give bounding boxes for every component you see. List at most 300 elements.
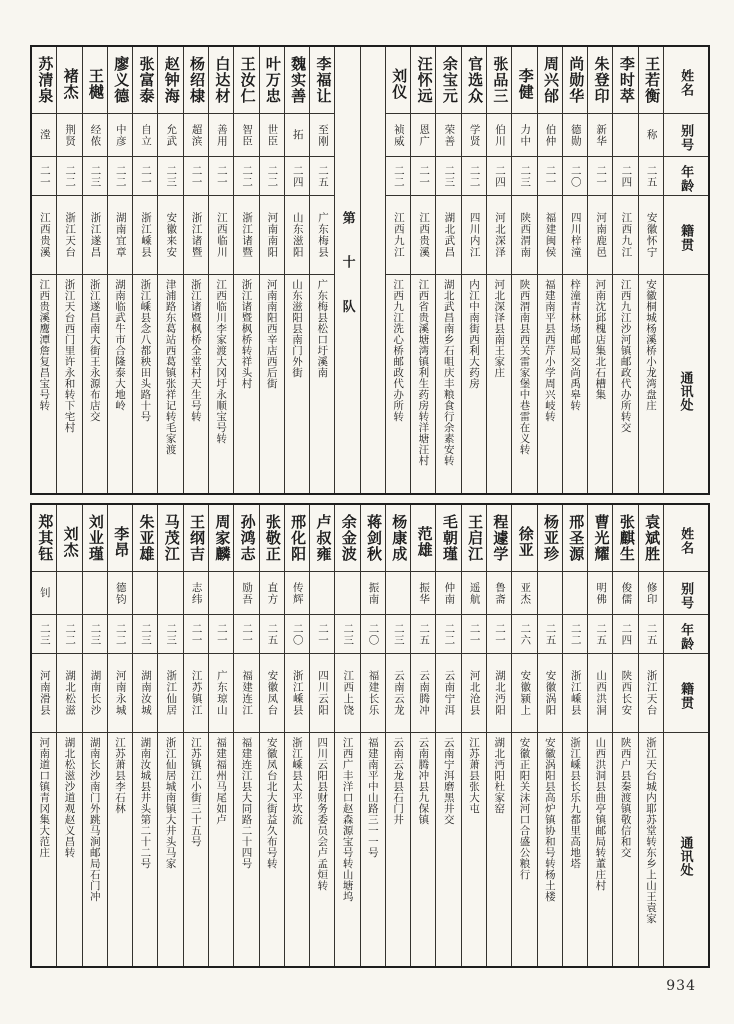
person-native-cell bbox=[613, 196, 637, 275]
person-address-cell bbox=[436, 733, 460, 966]
person-address: 江苏萧县张大屯 bbox=[467, 737, 480, 814]
person-age: 二二 bbox=[114, 164, 127, 188]
person-name-cell bbox=[32, 47, 56, 114]
person-name-cell bbox=[133, 47, 157, 114]
person-address: 云南云龙县石门井 bbox=[392, 737, 405, 825]
person-age: 二二 bbox=[241, 164, 254, 188]
person-column bbox=[32, 505, 56, 966]
person-name: 王若衡 bbox=[643, 56, 661, 104]
person-alias-cell bbox=[487, 572, 511, 615]
upper-roster-table bbox=[30, 45, 710, 495]
person-alias-cell bbox=[108, 572, 132, 615]
person-native-cell bbox=[260, 196, 284, 275]
person-address: 江苏萧县李石林 bbox=[114, 737, 127, 814]
blank-column bbox=[360, 47, 385, 493]
person-alias: 至刚 bbox=[316, 123, 329, 147]
person-native-cell bbox=[133, 196, 157, 275]
person-column bbox=[612, 47, 637, 493]
person-address-cell bbox=[57, 275, 81, 493]
person-age-cell bbox=[209, 157, 233, 196]
person-name: 朱亚雄 bbox=[137, 514, 155, 562]
person-native-cell bbox=[386, 196, 410, 275]
person-address-cell bbox=[83, 275, 107, 493]
person-alias-cell bbox=[563, 572, 587, 615]
person-column bbox=[511, 47, 536, 493]
person-alias-cell bbox=[613, 572, 637, 615]
person-age: 二二 bbox=[114, 622, 127, 646]
person-name: 卢叔雍 bbox=[314, 514, 332, 562]
person-name-cell bbox=[639, 505, 663, 572]
person-address-cell bbox=[83, 733, 107, 966]
person-name: 王汝仁 bbox=[238, 56, 256, 104]
person-age-cell bbox=[538, 157, 562, 196]
person-alias: 新华 bbox=[595, 123, 608, 147]
person-age-cell bbox=[462, 157, 486, 196]
person-name: 刘仪 bbox=[390, 68, 408, 101]
person-column bbox=[56, 47, 81, 493]
person-alias: 志纬 bbox=[190, 581, 203, 605]
person-native-place: 河南永城 bbox=[114, 670, 127, 716]
person-alias-cell bbox=[462, 572, 486, 615]
person-column bbox=[183, 47, 208, 493]
person-alias: 允武 bbox=[165, 123, 178, 147]
person-name-cell bbox=[386, 505, 410, 572]
header-native-label: 籍贯 bbox=[679, 681, 695, 710]
person-name-cell bbox=[260, 47, 284, 114]
person-alias-cell bbox=[32, 572, 56, 615]
person-column bbox=[587, 505, 612, 966]
person-address-cell bbox=[386, 733, 410, 966]
person-address-cell bbox=[512, 733, 536, 966]
person-alias-cell bbox=[538, 572, 562, 615]
person-column bbox=[284, 505, 309, 966]
person-name-cell bbox=[184, 47, 208, 114]
person-alias-cell bbox=[588, 572, 612, 615]
person-address-cell bbox=[32, 733, 56, 966]
person-alias-cell bbox=[32, 114, 56, 157]
person-age: 二五 bbox=[266, 622, 279, 646]
person-name-cell bbox=[487, 505, 511, 572]
person-column bbox=[233, 47, 258, 493]
person-native-cell bbox=[588, 196, 612, 275]
person-name: 王纲吉 bbox=[188, 514, 206, 562]
person-name: 李昂 bbox=[112, 526, 130, 559]
person-column bbox=[385, 47, 410, 493]
person-alias-cell bbox=[436, 114, 460, 157]
person-name-cell bbox=[386, 47, 410, 114]
person-alias-cell bbox=[158, 114, 182, 157]
person-name: 蒋剑秋 bbox=[365, 514, 383, 562]
person-address: 安徽凤台北大街益久布号转 bbox=[265, 737, 278, 869]
person-address-cell bbox=[310, 733, 334, 966]
person-age: 二一 bbox=[215, 622, 228, 646]
person-address: 广东梅县松口圩溪南 bbox=[316, 279, 329, 378]
person-age: 二一 bbox=[418, 164, 431, 188]
person-column bbox=[410, 505, 435, 966]
person-column bbox=[638, 47, 663, 493]
person-address: 福建南平中山路三一一号 bbox=[366, 737, 379, 858]
person-address-cell bbox=[209, 733, 233, 966]
person-native-cell bbox=[32, 654, 56, 733]
person-age-cell bbox=[639, 157, 663, 196]
person-alias: 智臣 bbox=[241, 123, 254, 147]
person-age: 二一 bbox=[241, 622, 254, 646]
person-native-place: 福建连江 bbox=[241, 670, 254, 716]
person-name-cell bbox=[32, 505, 56, 572]
person-alias-cell bbox=[386, 572, 410, 615]
person-alias-cell bbox=[260, 114, 284, 157]
person-age: 二五 bbox=[595, 622, 608, 646]
page-number: 934 bbox=[666, 978, 696, 994]
person-alias-cell bbox=[538, 114, 562, 157]
person-address: 湖北松滋沙道观赵义昌转 bbox=[63, 737, 76, 858]
person-native-place: 安徽涡阳 bbox=[544, 670, 557, 716]
person-name: 王启江 bbox=[466, 514, 484, 562]
person-age: 二五 bbox=[645, 622, 658, 646]
person-alias: 仲南 bbox=[443, 581, 456, 605]
person-native-cell bbox=[234, 654, 258, 733]
person-alias-cell bbox=[133, 114, 157, 157]
person-native-cell bbox=[57, 196, 81, 275]
person-age-cell bbox=[260, 615, 284, 654]
person-age: 二一 bbox=[190, 164, 203, 188]
person-column bbox=[284, 47, 309, 493]
person-alias-cell bbox=[184, 572, 208, 615]
person-age: 二四 bbox=[291, 164, 304, 188]
header-alias-cell bbox=[664, 114, 708, 157]
person-age-cell bbox=[83, 615, 107, 654]
person-address-cell bbox=[209, 275, 233, 493]
person-age-cell bbox=[386, 157, 410, 196]
person-address-cell bbox=[386, 275, 410, 493]
person-age-cell bbox=[563, 157, 587, 196]
squad-divider-column bbox=[334, 47, 359, 493]
person-column bbox=[208, 47, 233, 493]
person-name: 袁斌胜 bbox=[643, 514, 661, 562]
person-alias-cell bbox=[57, 114, 81, 157]
person-address-cell bbox=[613, 733, 637, 966]
person-name-cell bbox=[108, 47, 132, 114]
person-address: 河北深泽县南王家庄 bbox=[493, 279, 506, 378]
person-age-cell bbox=[158, 157, 182, 196]
person-name-cell bbox=[133, 505, 157, 572]
person-native-place: 安徽凤台 bbox=[266, 670, 279, 716]
person-native-cell bbox=[462, 654, 486, 733]
person-address: 江西省贵溪塘湾镇利生药房转洋塘汪村 bbox=[417, 279, 430, 466]
person-name: 白达材 bbox=[213, 56, 231, 104]
header-native-cell bbox=[664, 654, 708, 733]
person-native-cell bbox=[184, 196, 208, 275]
person-address: 湖南临武牛市合隆泰大地岭 bbox=[114, 279, 127, 411]
person-native-place: 湖南长沙 bbox=[89, 670, 102, 716]
person-native-cell bbox=[487, 196, 511, 275]
person-name: 朱登印 bbox=[592, 56, 610, 104]
person-age: 二五 bbox=[316, 164, 329, 188]
person-name: 杨康成 bbox=[390, 514, 408, 562]
person-address-cell bbox=[285, 275, 309, 493]
person-alias-cell bbox=[411, 114, 435, 157]
person-age-cell bbox=[133, 157, 157, 196]
person-address: 湖北武昌南乡石咀庆丰粮食行余素安转 bbox=[442, 279, 455, 466]
person-native-place: 云南腾冲 bbox=[418, 670, 431, 716]
person-name: 孙鸿志 bbox=[238, 514, 256, 562]
person-name: 杨绍棣 bbox=[188, 56, 206, 104]
person-alias-cell bbox=[234, 114, 258, 157]
header-age-cell bbox=[664, 615, 708, 654]
person-age-cell bbox=[234, 157, 258, 196]
person-address-cell bbox=[310, 275, 334, 493]
person-address-cell bbox=[512, 275, 536, 493]
person-address: 安徽桐城杨溪桥小龙湾盘庄 bbox=[644, 279, 657, 411]
person-alias-cell bbox=[108, 114, 132, 157]
person-address-cell bbox=[361, 733, 385, 966]
person-alias: 振南 bbox=[367, 581, 380, 605]
person-native-cell bbox=[639, 196, 663, 275]
person-name-cell bbox=[487, 47, 511, 114]
person-alias-cell bbox=[285, 572, 309, 615]
person-native-place: 浙江嵊县 bbox=[291, 670, 304, 716]
person-age: 二五 bbox=[645, 164, 658, 188]
person-address: 云南腾冲县九保镇 bbox=[417, 737, 430, 825]
person-address: 陕西户县秦渡镇敬信和交 bbox=[619, 737, 632, 858]
person-age: 二二 bbox=[64, 164, 77, 188]
person-native-place: 河北沧县 bbox=[468, 670, 481, 716]
header-address-cell bbox=[664, 275, 708, 493]
person-age-cell bbox=[285, 157, 309, 196]
person-address: 津浦路东葛站西葛镇张祥记转毛家渡 bbox=[164, 279, 177, 455]
person-address-cell bbox=[260, 275, 284, 493]
person-alias-cell bbox=[158, 572, 182, 615]
person-age-cell bbox=[310, 615, 334, 654]
person-age-cell bbox=[108, 157, 132, 196]
person-native-place: 浙江嵊县 bbox=[569, 670, 582, 716]
person-address: 浙江嵊县念八都秧田头路十号 bbox=[139, 279, 152, 422]
person-name: 尚勋华 bbox=[567, 56, 585, 104]
person-address-cell bbox=[133, 733, 157, 966]
person-name-cell bbox=[361, 505, 385, 572]
person-address: 云南宁洱磨黑井交 bbox=[442, 737, 455, 825]
person-age-cell bbox=[411, 615, 435, 654]
person-native-cell bbox=[411, 654, 435, 733]
person-name: 张品三 bbox=[491, 56, 509, 104]
person-age: 二一 bbox=[316, 622, 329, 646]
person-name-cell bbox=[588, 47, 612, 114]
person-column bbox=[259, 505, 284, 966]
person-address-cell bbox=[411, 733, 435, 966]
person-native-cell bbox=[639, 654, 663, 733]
person-age-cell bbox=[462, 615, 486, 654]
person-age: 二二 bbox=[64, 622, 77, 646]
person-alias: 振华 bbox=[418, 581, 431, 605]
person-native-place: 江西九江 bbox=[392, 212, 405, 258]
person-age: 二一 bbox=[468, 622, 481, 646]
person-age: 二二 bbox=[266, 164, 279, 188]
person-address: 河南道口镇青冈集大范庄 bbox=[38, 737, 51, 858]
person-alias: 修印 bbox=[645, 581, 658, 605]
person-native-place: 湖北武昌 bbox=[443, 212, 456, 258]
person-native-place: 浙江天台 bbox=[64, 212, 77, 258]
person-name-cell bbox=[108, 505, 132, 572]
person-name-cell bbox=[538, 47, 562, 114]
person-native-cell bbox=[563, 196, 587, 275]
person-native-cell bbox=[83, 654, 107, 733]
person-alias: 明佛 bbox=[595, 581, 608, 605]
person-age-cell bbox=[487, 157, 511, 196]
person-address: 浙江诸暨枫桥转祥头村 bbox=[240, 279, 253, 389]
person-native-place: 四川内江 bbox=[468, 212, 481, 258]
person-alias: 荣善 bbox=[443, 123, 456, 147]
person-alias: 传辉 bbox=[291, 581, 304, 605]
header-column bbox=[663, 47, 708, 493]
person-name-cell bbox=[158, 505, 182, 572]
person-address-cell bbox=[184, 733, 208, 966]
person-column bbox=[587, 47, 612, 493]
person-address: 湖南长沙南门外跳马涧邮局石门冲 bbox=[88, 737, 101, 902]
person-address-cell bbox=[613, 275, 637, 493]
person-address-cell bbox=[639, 733, 663, 966]
person-native-place: 河南滑县 bbox=[38, 670, 51, 716]
person-age-cell bbox=[108, 615, 132, 654]
header-age-label: 年龄 bbox=[679, 622, 695, 651]
person-native-cell bbox=[588, 654, 612, 733]
person-alias: 祯威 bbox=[392, 123, 405, 147]
person-column bbox=[32, 47, 56, 493]
person-name: 邢圣源 bbox=[567, 514, 585, 562]
header-age-label: 年龄 bbox=[679, 164, 695, 193]
person-address: 安徽涡阳县高炉镇协和号转杨土楼 bbox=[543, 737, 556, 902]
person-column bbox=[82, 47, 107, 493]
person-address-cell bbox=[487, 733, 511, 966]
person-address: 江西九江沙河镇邮政代办所转交 bbox=[619, 279, 632, 433]
person-column bbox=[511, 505, 536, 966]
person-age-cell bbox=[234, 615, 258, 654]
person-age: 二三 bbox=[165, 164, 178, 188]
person-address-cell bbox=[411, 275, 435, 493]
person-column bbox=[562, 505, 587, 966]
person-native-cell bbox=[108, 196, 132, 275]
person-age: 二一 bbox=[190, 622, 203, 646]
person-address: 山东滋阳县南门外街 bbox=[291, 279, 303, 378]
person-alias: 经侬 bbox=[89, 123, 102, 147]
person-native-place: 江西上饶 bbox=[342, 670, 355, 716]
person-alias: 荆贤 bbox=[64, 123, 77, 147]
person-alias-cell bbox=[411, 572, 435, 615]
person-age-cell bbox=[487, 615, 511, 654]
person-alias-cell bbox=[234, 572, 258, 615]
person-address: 浙江仙居城南镇大井头马家 bbox=[164, 737, 177, 869]
person-address: 陕西渭南县西关雷家堡中巷雷在义转 bbox=[518, 279, 531, 455]
person-name-cell bbox=[538, 505, 562, 572]
person-native-cell bbox=[436, 654, 460, 733]
person-name-cell bbox=[158, 47, 182, 114]
person-name-cell bbox=[83, 47, 107, 114]
person-age: 二五 bbox=[418, 622, 431, 646]
person-name: 杨亚珍 bbox=[541, 514, 559, 562]
person-name-cell bbox=[260, 505, 284, 572]
person-column bbox=[183, 505, 208, 966]
person-native-place: 河北深泽 bbox=[493, 212, 506, 258]
person-alias-cell bbox=[512, 114, 536, 157]
person-native-cell bbox=[108, 654, 132, 733]
person-name: 张富泰 bbox=[137, 56, 155, 104]
person-column bbox=[309, 47, 334, 493]
person-native-cell bbox=[285, 196, 309, 275]
squad-label: 第十队 bbox=[340, 211, 356, 345]
person-address-cell bbox=[538, 733, 562, 966]
person-name-cell bbox=[310, 505, 334, 572]
person-alias-cell bbox=[462, 114, 486, 157]
person-column bbox=[537, 47, 562, 493]
person-address: 湖南汝城县井头第二十二号 bbox=[139, 737, 152, 869]
person-native-place: 江西九江 bbox=[620, 212, 633, 258]
person-address: 河南沈邱槐店集北石槽集 bbox=[594, 279, 607, 400]
person-name: 褚杰 bbox=[61, 68, 79, 101]
person-alias: 伯川 bbox=[493, 123, 506, 147]
person-alias: 恩广 bbox=[418, 123, 431, 147]
person-address-cell bbox=[436, 275, 460, 493]
person-native-place: 陕西长安 bbox=[620, 670, 633, 716]
person-name: 张敬正 bbox=[263, 514, 281, 562]
person-native-place: 湖南宜章 bbox=[114, 212, 127, 258]
person-native-place: 浙江诸暨 bbox=[241, 212, 254, 258]
person-age-cell bbox=[563, 615, 587, 654]
person-age: 二六 bbox=[519, 622, 532, 646]
person-age: 二四 bbox=[493, 164, 506, 188]
person-alias: 直方 bbox=[266, 581, 279, 605]
person-column bbox=[208, 505, 233, 966]
person-address-cell bbox=[133, 275, 157, 493]
person-alias-cell bbox=[184, 114, 208, 157]
person-address-cell bbox=[462, 275, 486, 493]
person-address-cell bbox=[108, 275, 132, 493]
person-address-cell bbox=[588, 733, 612, 966]
person-age-cell bbox=[512, 157, 536, 196]
header-column bbox=[663, 505, 708, 966]
person-alias: 励吾 bbox=[241, 581, 254, 605]
person-alias-cell bbox=[310, 572, 334, 615]
person-address-cell bbox=[285, 733, 309, 966]
header-native-cell bbox=[664, 196, 708, 275]
person-name-cell bbox=[588, 505, 612, 572]
person-address-cell bbox=[32, 275, 56, 493]
person-address: 安徽正阳关沫河口合盛公粮行 bbox=[518, 737, 531, 880]
person-native-cell bbox=[361, 654, 385, 733]
person-native-place: 云南宁洱 bbox=[443, 670, 456, 716]
person-age: 二一 bbox=[140, 164, 152, 188]
person-column bbox=[56, 505, 81, 966]
person-alias-cell bbox=[335, 572, 359, 615]
person-native-cell bbox=[613, 654, 637, 733]
person-name: 苏清泉 bbox=[36, 56, 54, 104]
person-alias-cell bbox=[386, 114, 410, 157]
person-age: 二五 bbox=[544, 622, 557, 646]
person-address: 江西贵溪鹰潭詹复昌宝号转 bbox=[38, 279, 51, 411]
person-address: 浙江天台城内耶苏堂转东乡上山王袁家 bbox=[644, 737, 657, 924]
person-name-cell bbox=[411, 47, 435, 114]
person-address: 浙江遂昌南大街王永源布店交 bbox=[88, 279, 101, 422]
person-alias-cell bbox=[639, 114, 663, 157]
person-age: 二三 bbox=[342, 622, 355, 646]
person-alias: 自立 bbox=[140, 123, 152, 147]
person-age: 二二 bbox=[392, 164, 405, 188]
person-column bbox=[157, 47, 182, 493]
person-age-cell bbox=[639, 615, 663, 654]
person-address-cell bbox=[487, 275, 511, 493]
person-address-cell bbox=[639, 275, 663, 493]
person-name-cell bbox=[512, 47, 536, 114]
person-name: 邢化阳 bbox=[289, 514, 307, 562]
person-column bbox=[410, 47, 435, 493]
